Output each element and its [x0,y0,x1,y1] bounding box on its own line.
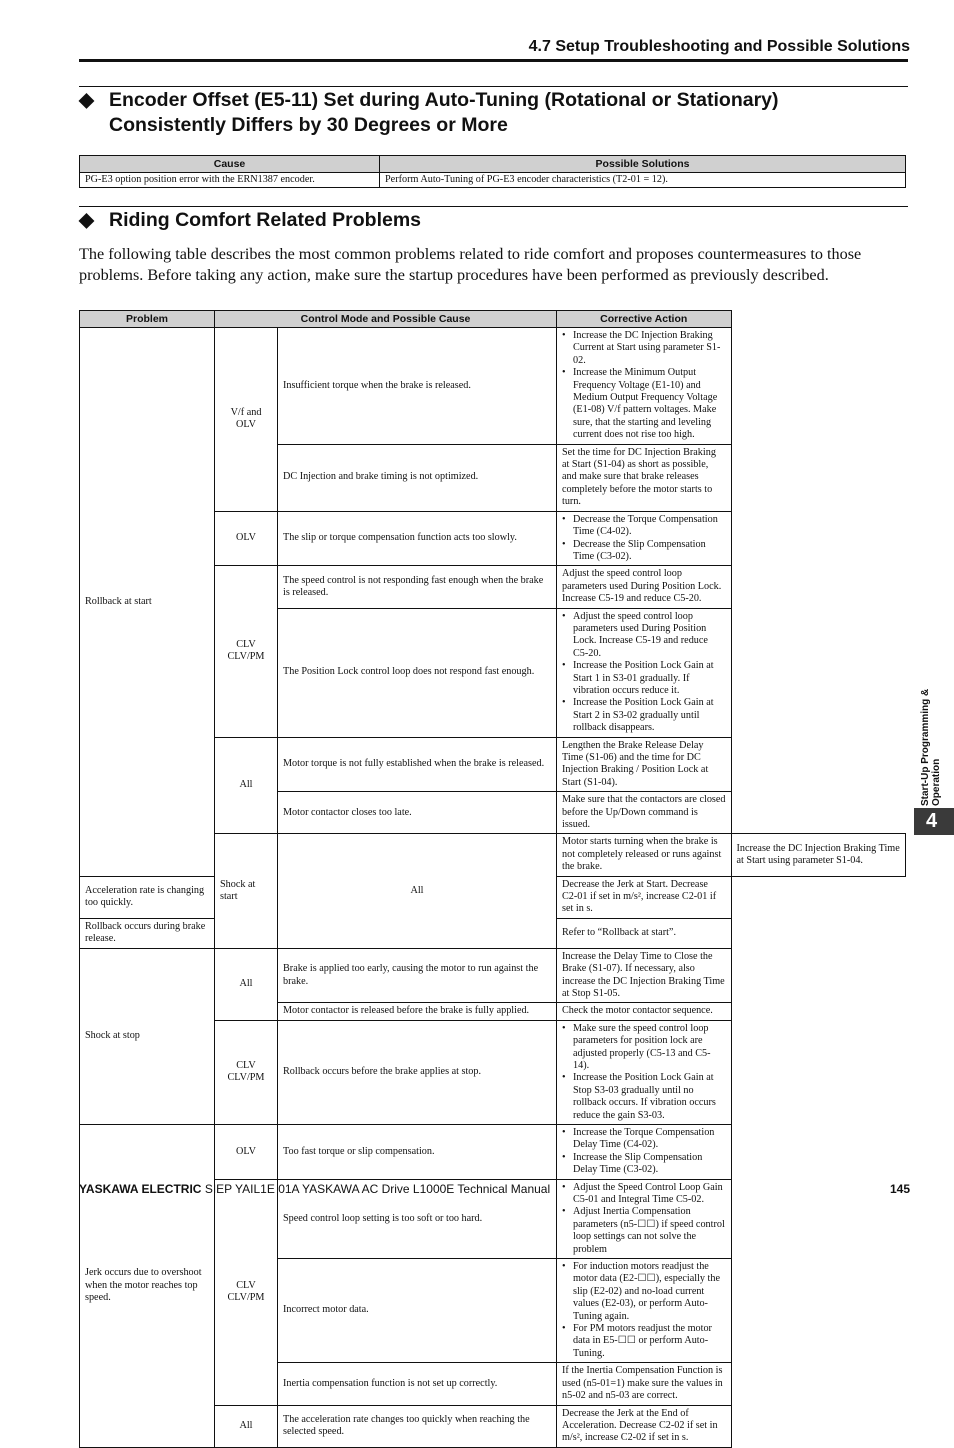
action-item: • Increase the Position Lock Gain at Start 1 in S3-01 gradually. If vibration occurs reduce it. [562,660,726,697]
action-item: • Increase the Minimum Output Frequency Voltage (E1-10) and Medium Output Frequency Voltage (E1-08) V/f pattern voltages. Make sure, that the starting and leveling current does not rise too high. [562,367,726,441]
action-item: • For induction motors readjust the motor data (E2-☐☐), especially the slip (E2-02) and no-load current values (E2-03), or perform Auto-Tuning again. [562,1261,726,1323]
action-item: • Make sure the speed control loop parameters for position lock are adjusted properly (C5-13 and C5-14). [562,1023,726,1073]
action-cell: Lengthen the Brake Release Delay Time (S1-06) and the time for DC Injection Braking / Position Lock at Start (S1-04). [557,737,732,792]
cause-cell: Motor contactor is released before the brake is fully applied. [278,1003,557,1020]
cause-cell: Speed control loop setting is too soft or too hard. [278,1179,557,1258]
action-cell: Adjust the speed control loop parameters used During Position Lock. Increase C5-19 and reduce C5-20. [557,566,732,608]
problem-cell: Jerk occurs due to overshoot when the motor reaches top speed. [80,1124,215,1447]
mode-cell: V/f and OLV [215,328,278,512]
table-row [80,173,906,188]
action-cell: Decrease the Jerk at the End of Acceleration. Decrease C2-02 if set in m/s², increase C2-02 if set in s. [557,1405,732,1447]
table-row [80,948,906,1003]
action-item: • Increase the Position Lock Gain at Start 2 in S3-02 gradually until rollback disappears. [562,697,726,734]
cause-cell: Incorrect motor data. [278,1259,557,1363]
mode-clv: CLV [236,1059,256,1071]
mode-cell [215,1179,278,1405]
action-cell: If the Inertia Compensation Function is used (n5-01=1) make sure the values in n5-02 and n5-03 are correct. [557,1363,732,1405]
mode-cell: All [278,834,557,948]
riding-comfort-table [79,310,906,1448]
action-cell [557,1179,732,1258]
cause-cell: Motor contactor closes too late. [278,792,557,834]
column-header-problem: Problem [80,311,215,328]
section-heading-encoder-offset [79,88,834,138]
cause-cell: The acceleration rate changes too quickly when reaching the selected speed. [278,1405,557,1447]
solution-cell: Perform Auto-Tuning of PG-E3 encoder characteristics (T2-01 = 12). [380,173,906,188]
cause-cell: Acceleration rate is changing too quickly. [80,876,215,918]
action-cell [557,1259,732,1363]
action-cell: Increase the DC Injection Braking Time at Start using parameter S1-04. [731,834,906,876]
diamond-icon: ◆ [79,209,94,231]
action-cell [557,1020,732,1124]
cause-cell: Inertia compensation function is not set up correctly. [278,1363,557,1405]
mode-clvpm: CLV/PM [227,651,265,663]
action-item: • Increase the Slip Compensation Delay Time (C3-02). [562,1152,726,1177]
encoder-offset-table [79,155,906,188]
section-title: Riding Comfort Related Problems [109,209,422,231]
action-cell [557,511,732,566]
cause-cell: Insufficient torque when the brake is released. [278,328,557,445]
cause-cell: Brake is applied too early, causing the motor to run against the brake. [278,948,557,1003]
column-header-solutions: Possible Solutions [380,156,906,173]
mode-clv: CLV [236,1279,256,1291]
section-rule [79,206,908,207]
cause-cell: Motor starts turning when the brake is not completely released or runs against the brake. [557,834,732,876]
action-item: • Increase the DC Injection Braking Current at Start using parameter S1-02. [562,330,726,367]
action-item: • Increase the Position Lock Gain at Stop S3-03 gradually until no rollback occurs. If vibration occurs reduce the gain S3-03. [562,1072,726,1122]
action-cell: Make sure that the contactors are closed before the Up/Down command is issued. [557,792,732,834]
action-cell: Decrease the Jerk at Start. Decrease C2-01 if set in m/s², increase C2-01 if set in s. [557,876,732,918]
section-title: Encoder Offset (E5-11) Set during Auto-Tuning (Rotational or Stationary) Consistently Differs by 30 Degrees or More [109,89,779,136]
column-header-action: Corrective Action [557,311,732,328]
mode-cell: All [215,1405,278,1447]
cause-cell: PG-E3 option position error with the ERN1387 encoder. [80,173,380,188]
mode-clvpm: CLV/PM [227,1292,265,1304]
intro-paragraph: The following table describes the most common problems related to ride comfort and proposes countermeasures to those problems. Before taking any action, make sure the startup procedures have been performed as previously described. [79,245,862,284]
cause-cell: The Position Lock control loop does not respond fast enough. [278,608,557,737]
action-cell: Refer to “Rollback at start”. [557,918,732,948]
page-header-title: 4.7 Setup Troubleshooting and Possible Solutions [528,38,910,55]
header-rule [79,59,908,62]
mode-clv: CLV [236,639,256,651]
mode-cell [215,566,278,737]
action-item: • Adjust the speed control loop parameters used During Position Lock. Increase C5-19 and reduce C5-20. [562,611,726,661]
action-item: • Adjust Inertia Compensation parameters (n5-☐☐) if speed control loop settings can not solve the problem [562,1206,726,1256]
action-item: • For PM motors readjust the motor data in E5-☐☐ or perform Auto-Tuning. [562,1323,726,1360]
mode-cell: All [215,948,278,1020]
action-cell: Increase the Delay Time to Close the Brake (S1-07). If necessary, also increase the DC Injection Braking Time at Stop S1-05. [557,948,732,1003]
action-item: • Adjust the Speed Control Loop Gain C5-01 and Integral Time C5-02. [562,1182,726,1207]
action-cell [557,608,732,737]
footer-brand: YASKAWA ELECTRIC [79,1182,202,1196]
section-rule [79,86,908,87]
table-row [80,328,906,445]
diamond-icon: ◆ [79,89,94,111]
column-header-cause: Cause [80,156,380,173]
action-cell [557,328,732,445]
mode-cell: OLV [215,1124,278,1179]
mode-cell: All [215,737,278,834]
mode-cell [215,1020,278,1124]
footer-doc-title: SIEP YAIL1E 01A YASKAWA AC Drive L1000E Technical Manual [204,1182,551,1196]
cause-cell: Rollback occurs during brake release. [80,918,215,948]
cause-cell: DC Injection and brake timing is not optimized. [278,444,557,511]
section-heading-riding-comfort [79,208,834,233]
chapter-tab: 4 [914,808,954,835]
column-header-cause: Control Mode and Possible Cause [215,311,557,328]
page-number: 145 [889,1182,910,1196]
action-item: • Decrease the Slip Compensation Time (C3-02). [562,539,726,564]
footer-document [79,1182,550,1196]
mode-clvpm: CLV/PM [227,1072,265,1084]
cause-cell: The speed control is not responding fast enough when the brake is released. [278,566,557,608]
table-row [80,1124,906,1179]
action-cell [557,1124,732,1179]
cause-cell: Too fast torque or slip compensation. [278,1124,557,1179]
action-item: • Decrease the Torque Compensation Time (C4-02). [562,514,726,539]
cause-cell: The slip or torque compensation function acts too slowly. [278,511,557,566]
problem-cell: Rollback at start [80,328,215,877]
cause-cell: Rollback occurs before the brake applies at stop. [278,1020,557,1124]
cause-cell: Motor torque is not fully established when the brake is released. [278,737,557,792]
action-item: • Increase the Torque Compensation Delay Time (C4-02). [562,1127,726,1152]
problem-cell: Shock at stop [80,948,215,1124]
action-cell: Check the motor contactor sequence. [557,1003,732,1020]
chapter-side-label: Start-Up Programming & Operation [920,688,942,806]
action-cell: Set the time for DC Injection Braking at Start (S1-04) as short as possible, and make sure that brake releases completely before the motor starts to turn. [557,444,732,511]
problem-cell: Shock at start [215,834,278,948]
mode-cell: OLV [215,511,278,566]
